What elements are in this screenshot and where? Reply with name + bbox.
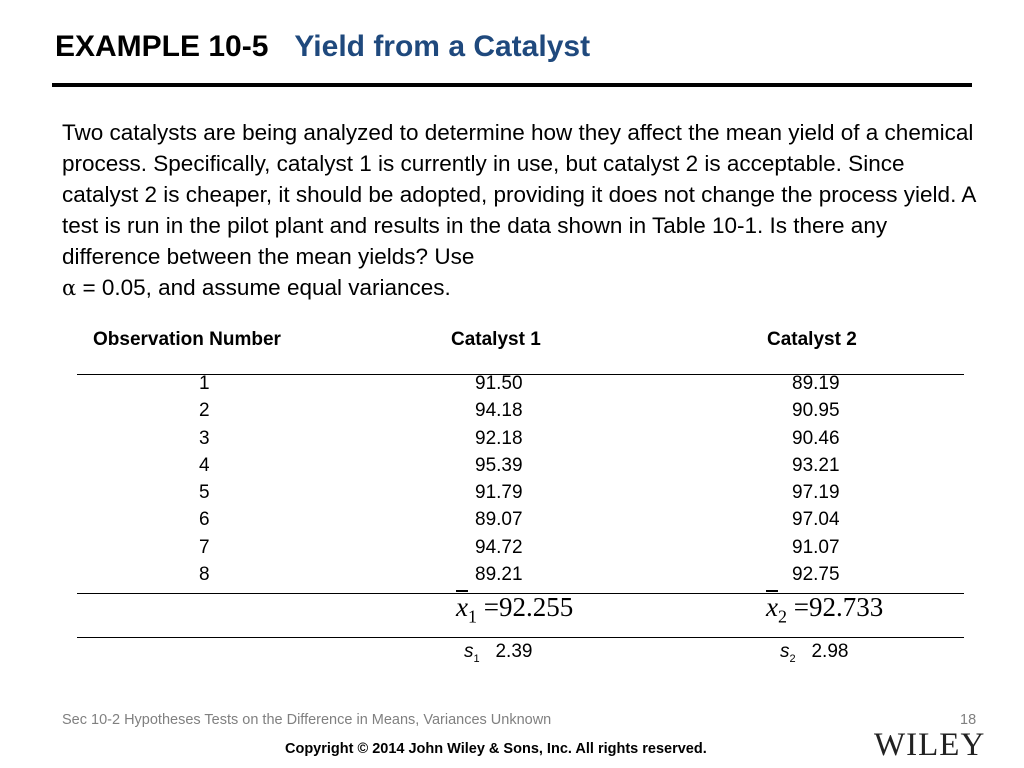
mean-symbol: $\overline{x}$ — [766, 592, 778, 622]
catalyst-2-value: 97.19 — [792, 482, 840, 504]
observation-number: 4 — [199, 454, 210, 476]
std-dev-subscript: 2 — [789, 652, 796, 665]
catalyst-1-value: 94.72 — [475, 536, 523, 558]
std-dev-symbol: s — [464, 641, 474, 662]
table-row — [0, 400, 1024, 427]
problem-text: Two catalysts are being analyzed to determine how they affect the mean yield of a chemical process. Specifically, catalyst 1 is currently in use, but catalyst 2 is acceptable. Since catalyst 2 is cheaper, it should be adopted, providing it does not change the process yield. A test is run in the pilot plant and results in the data shown in Table 10-1. Is there any difference between the mean yields? Use — [62, 120, 976, 269]
alpha-symbol: α — [62, 276, 77, 300]
catalyst-1-value: 92.18 — [475, 427, 523, 449]
alpha-condition: = 0.05, and assume equal variances. — [76, 275, 451, 300]
table-row — [0, 373, 1024, 400]
catalyst-1-value: 89.07 — [475, 509, 523, 531]
table-mean-rule — [77, 637, 964, 638]
observation-number: 3 — [199, 427, 210, 449]
observation-number: 1 — [199, 373, 210, 394]
catalyst-2-value: 90.46 — [792, 427, 840, 449]
problem-statement — [62, 117, 977, 304]
mean-subscript: 2 — [777, 606, 787, 627]
catalyst-2-std-dev — [780, 641, 848, 665]
catalyst-1-mean — [456, 592, 573, 627]
observation-number: 7 — [199, 536, 210, 558]
title-divider — [52, 83, 972, 87]
mean-symbol: $\overline{x}$ — [456, 592, 468, 622]
catalyst-1-value: 94.18 — [475, 400, 523, 422]
catalyst-2-value: 97.04 — [792, 509, 840, 531]
table-row — [0, 482, 1024, 509]
catalyst-1-std-dev — [464, 641, 532, 665]
catalyst-1-value: 91.79 — [475, 482, 523, 504]
data-table-body — [0, 373, 1024, 591]
catalyst-1-value: 89.21 — [475, 564, 523, 586]
mean-subscript: 1 — [467, 606, 477, 627]
mean-value: =92.255 — [483, 592, 574, 622]
catalyst-2-value: 91.07 — [792, 536, 840, 558]
table-row — [0, 564, 1024, 591]
mean-value: =92.733 — [793, 592, 884, 622]
catalyst-2-value: 93.21 — [792, 454, 840, 476]
std-dev-value: 2.98 — [811, 641, 849, 662]
table-row — [0, 537, 1024, 564]
catalyst-1-value: 91.50 — [475, 373, 523, 394]
catalyst-2-value: 89.19 — [792, 373, 840, 394]
catalyst-2-mean — [766, 592, 883, 627]
observation-number: 2 — [199, 400, 210, 422]
catalyst-2-value: 92.75 — [792, 564, 840, 586]
page-number: 18 — [960, 712, 977, 728]
example-subject: Yield from a Catalyst — [294, 30, 591, 63]
std-dev-value: 2.39 — [495, 641, 533, 662]
observation-number: 5 — [199, 482, 210, 504]
header-catalyst-1: Catalyst 1 — [451, 329, 541, 350]
std-dev-subscript: 1 — [473, 652, 480, 665]
std-dev-symbol: s — [780, 641, 790, 662]
example-number: EXAMPLE 10-5 — [55, 30, 269, 63]
wiley-logo: WILEY — [874, 727, 986, 763]
table-row — [0, 509, 1024, 536]
table-row — [0, 455, 1024, 482]
catalyst-1-value: 95.39 — [475, 454, 523, 476]
table-row — [0, 428, 1024, 455]
observation-number: 6 — [199, 509, 210, 531]
header-catalyst-2: Catalyst 2 — [767, 329, 857, 350]
section-footer: Sec 10-2 Hypotheses Tests on the Difference in Means, Variances Unknown — [62, 712, 552, 728]
slide-title — [55, 30, 590, 64]
header-observation-number: Observation Number — [93, 329, 281, 350]
observation-number: 8 — [199, 564, 210, 586]
catalyst-2-value: 90.95 — [792, 400, 840, 422]
copyright-notice: Copyright © 2014 John Wiley & Sons, Inc. All rights reserved. — [285, 741, 707, 757]
